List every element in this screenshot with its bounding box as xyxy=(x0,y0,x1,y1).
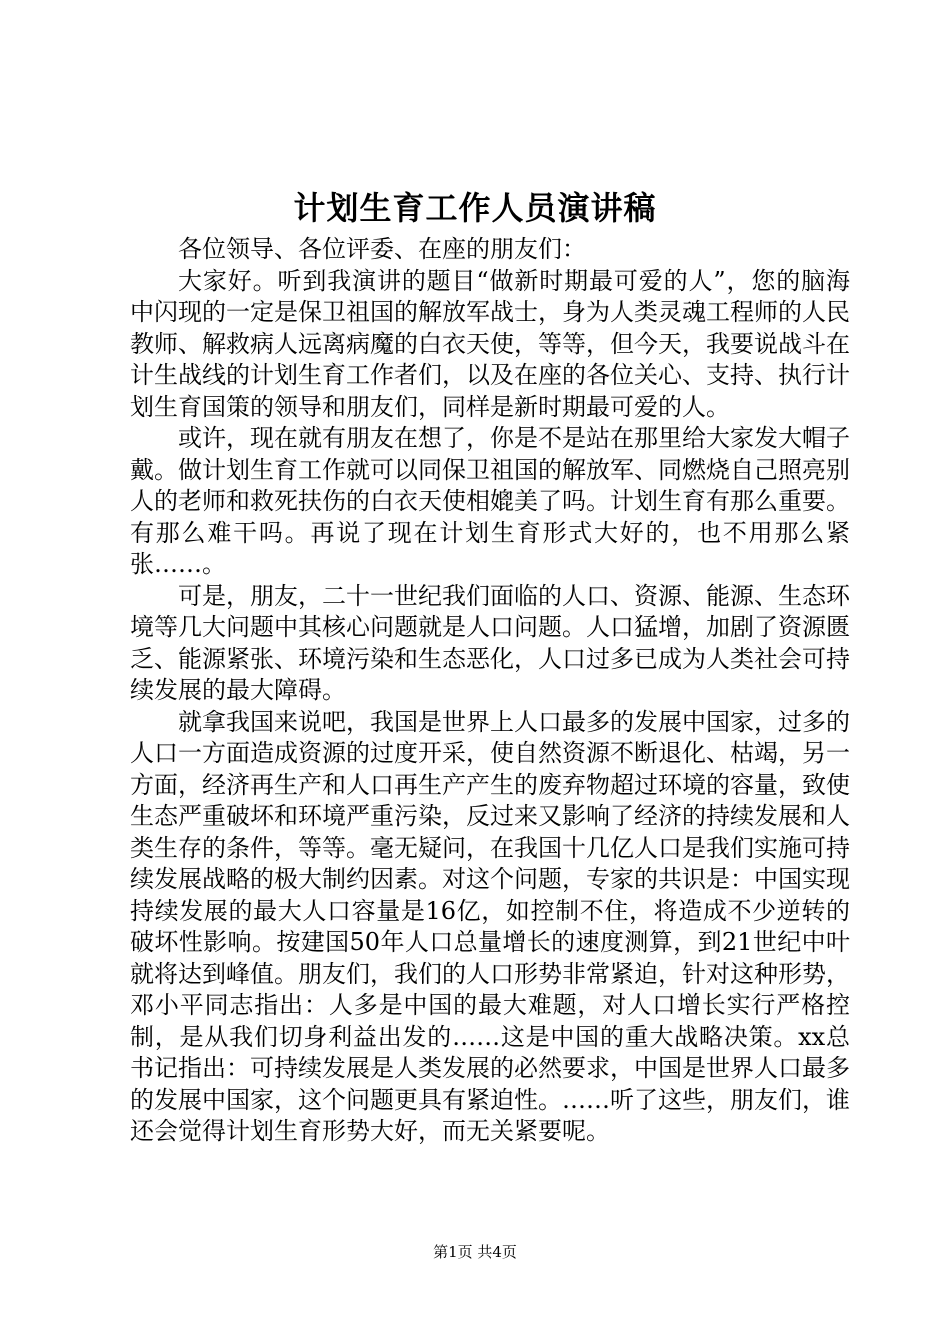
paragraph-salutation: 各位领导、各位评委、在座的朋友们： xyxy=(178,235,586,263)
paragraph-population-problem: 可是，朋友，二十一世纪我们面临的人口、资源、能源、生态环境等几大问题中其核心问题就是人口问题。人口猛增，加剧了资源匮乏、能源紧张、环境污染和生态恶化，人口过多已成为人类社会可持续发展的最大障碍。 xyxy=(130,581,850,704)
document-title: 计划生育工作人员演讲稿 xyxy=(293,189,657,227)
paragraph-question: 或许，现在就有朋友在想了，你是不是站在那里给大家发大帽子戴。做计划生育工作就可以同保卫祖国的解放军、同燃烧自己照亮别人的老师和救死扶伤的白衣天使相媲美了吗。计划生育有那么重要。有那么难干吗。再说了现在计划生育形式大好的，也不用那么紧张……。 xyxy=(130,424,850,578)
document-body xyxy=(130,234,850,1148)
page-number-footer: 第1页 共4页 xyxy=(433,1243,517,1261)
paragraph-china-situation: 就拿我国来说吧，我国是世界上人口最多的发展中国家，过多的人口一方面造成资源的过度开采，使自然资源不断退化、枯竭，另一方面，经济再生产和人口再生产产生的废弃物超过环境的容量，致使生态严重破坏和环境严重污染，反过来又影响了经济的持续发展和人类生存的条件，等等。毫无疑问，在我国十几亿人口是我们实施可持续发展战略的极大制约因素。对这个问题，专家的共识是：中国实现持续发展的最大人口容量是16亿，如控制不住，将造成不少逆转的破坏性影响。按建国50年人口总量增长的速度测算，到21世纪中叶就将达到峰值。朋友们，我们的人口形势非常紧迫，针对这种形势，邓小平同志指出：人多是中国的最大难题，对人口增长实行严格控制，是从我们切身利益出发的……这是中国的重大战略决策。xx总书记指出：可持续发展是人类发展的必然要求，中国是世界人口最多的发展中国家，这个问题更具有紧迫性。……听了这些，朋友们，谁还会觉得计划生育形势大好，而无关紧要呢。 xyxy=(130,707,850,1145)
paragraph-greeting: 大家好。听到我演讲的题目“做新时期最可爱的人”，您的脑海中闪现的一定是保卫祖国的解放军战士，身为人类灵魂工程师的人民教师、解救病人远离病魔的白衣天使，等等，但今天，我要说战斗在计生战线的计划生育工作者们，以及在座的各位关心、支持、执行计划生育国策的领导和朋友们，同样是新时期最可爱的人。 xyxy=(130,266,850,421)
